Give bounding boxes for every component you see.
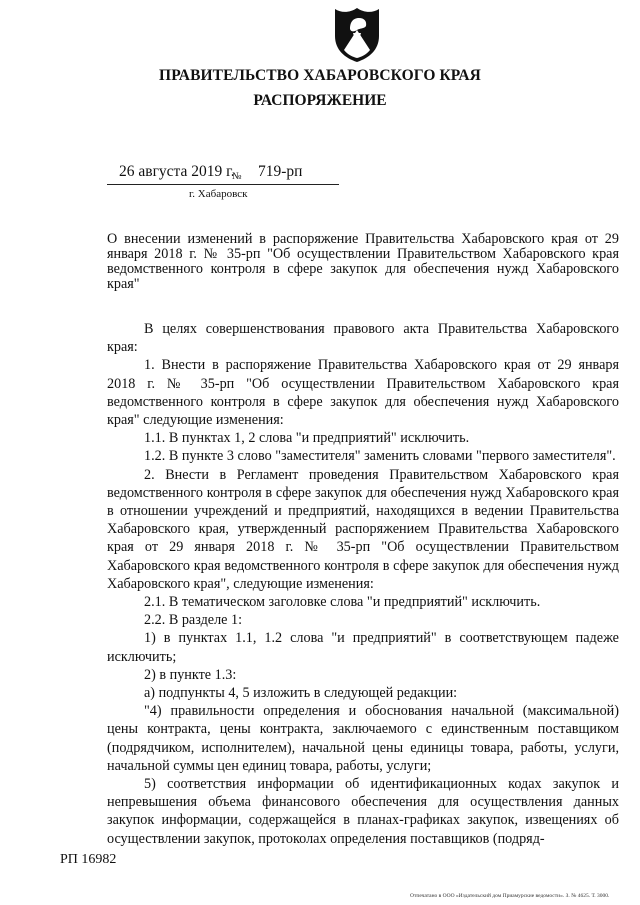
paragraph: 2.1. В тематическом заголовке слова "и предприятий" исключить. (144, 594, 541, 611)
coat-of-arms-icon (333, 6, 381, 64)
document-subject: О внесении изменений в распоряжение Правительства Хабаровского края от 29 января 2018 г. № 35-рп "Об осуществлении Правительством Хабаровского края ведомственного контроля в сфере закупок для обеспечения нужд Хабаровского края" (107, 231, 619, 292)
document-city: г. Хабаровск (189, 188, 248, 200)
paragraph: 1) в пунктах 1.1, 1.2 слова "и предприятий" в соответствующем падеже исключить; (107, 630, 619, 665)
paragraph: 1.2. В пункте 3 слово "заместителя" заменить словами "первого заместителя". (144, 448, 616, 465)
paragraph: 2.2. В разделе 1: (144, 612, 243, 629)
paragraph: 5) соответствия информации об идентификационных кодах закупок и непревышения объема финансового обеспечения для осуществления данных закупок информации, содержащейся в планах-графиках закупок, извещениях об осуществлении закупок, протоколах определения поставщиков (подряд- (107, 776, 619, 847)
paragraph: 2) в пункте 1.3: (144, 666, 237, 683)
document-date: 26 августа 2019 г. (119, 163, 235, 180)
document-type: РАСПОРЯЖЕНИЕ (253, 92, 387, 109)
paragraph: 1.1. В пунктах 1, 2 слова "и предприятий" исключить. (144, 430, 470, 447)
paragraph: а) подпункты 4, 5 изложить в следующей редакции: (144, 685, 458, 702)
paragraph: 2. Внести в Регламент проведения Правительством Хабаровского края ведомственного контроля в сфере закупок для обеспечения нужд Хабаровского края в отношении учреждений и предприятий, находящихся в ведении Правительства Хабаровского края, утвержденный распоряжением Правительства Хабаровского края от 29 января 2018 г. № 35-рп "Об осуществлении Правительством Хабаровского края ведомственного контроля в сфере закупок для обеспечения нужд Хабаровского края", следующие изменения: (107, 466, 619, 592)
paragraph: 1. Внести в распоряжение Правительства Хабаровского края от 29 января 2018 г. № 35-рп "Об осуществлении Правительством Хабаровского края ведомственного контроля в сфере закупок для обеспечения нужд Хабаровского края" следующие изменения: (107, 357, 619, 429)
paragraph: "4) правильности определения и обоснования начальной (максимальной) цены контракта, цены контракта, заключаемого с единственным поставщиком (подрядчиком, исполнителем), начальной цены единицы товара, работы, услуги, начальной суммы цен единиц товара, работы, услуги; (107, 703, 619, 774)
government-title: ПРАВИТЕЛЬСТВО ХАБАРОВСКОГО КРАЯ (159, 67, 481, 84)
printer-imprint: Отпечатано в ООО «Издательский дом Приамурские ведомости». З. № 4625. Т. 3000. (410, 893, 610, 899)
document-code: РП 16982 (60, 852, 117, 867)
number-sign: № (232, 171, 242, 182)
document-number: 719-рп (258, 163, 303, 180)
paragraph: В целях совершенствования правового акта Правительства Хабаровского края: (107, 321, 619, 356)
document-body (107, 320, 619, 848)
